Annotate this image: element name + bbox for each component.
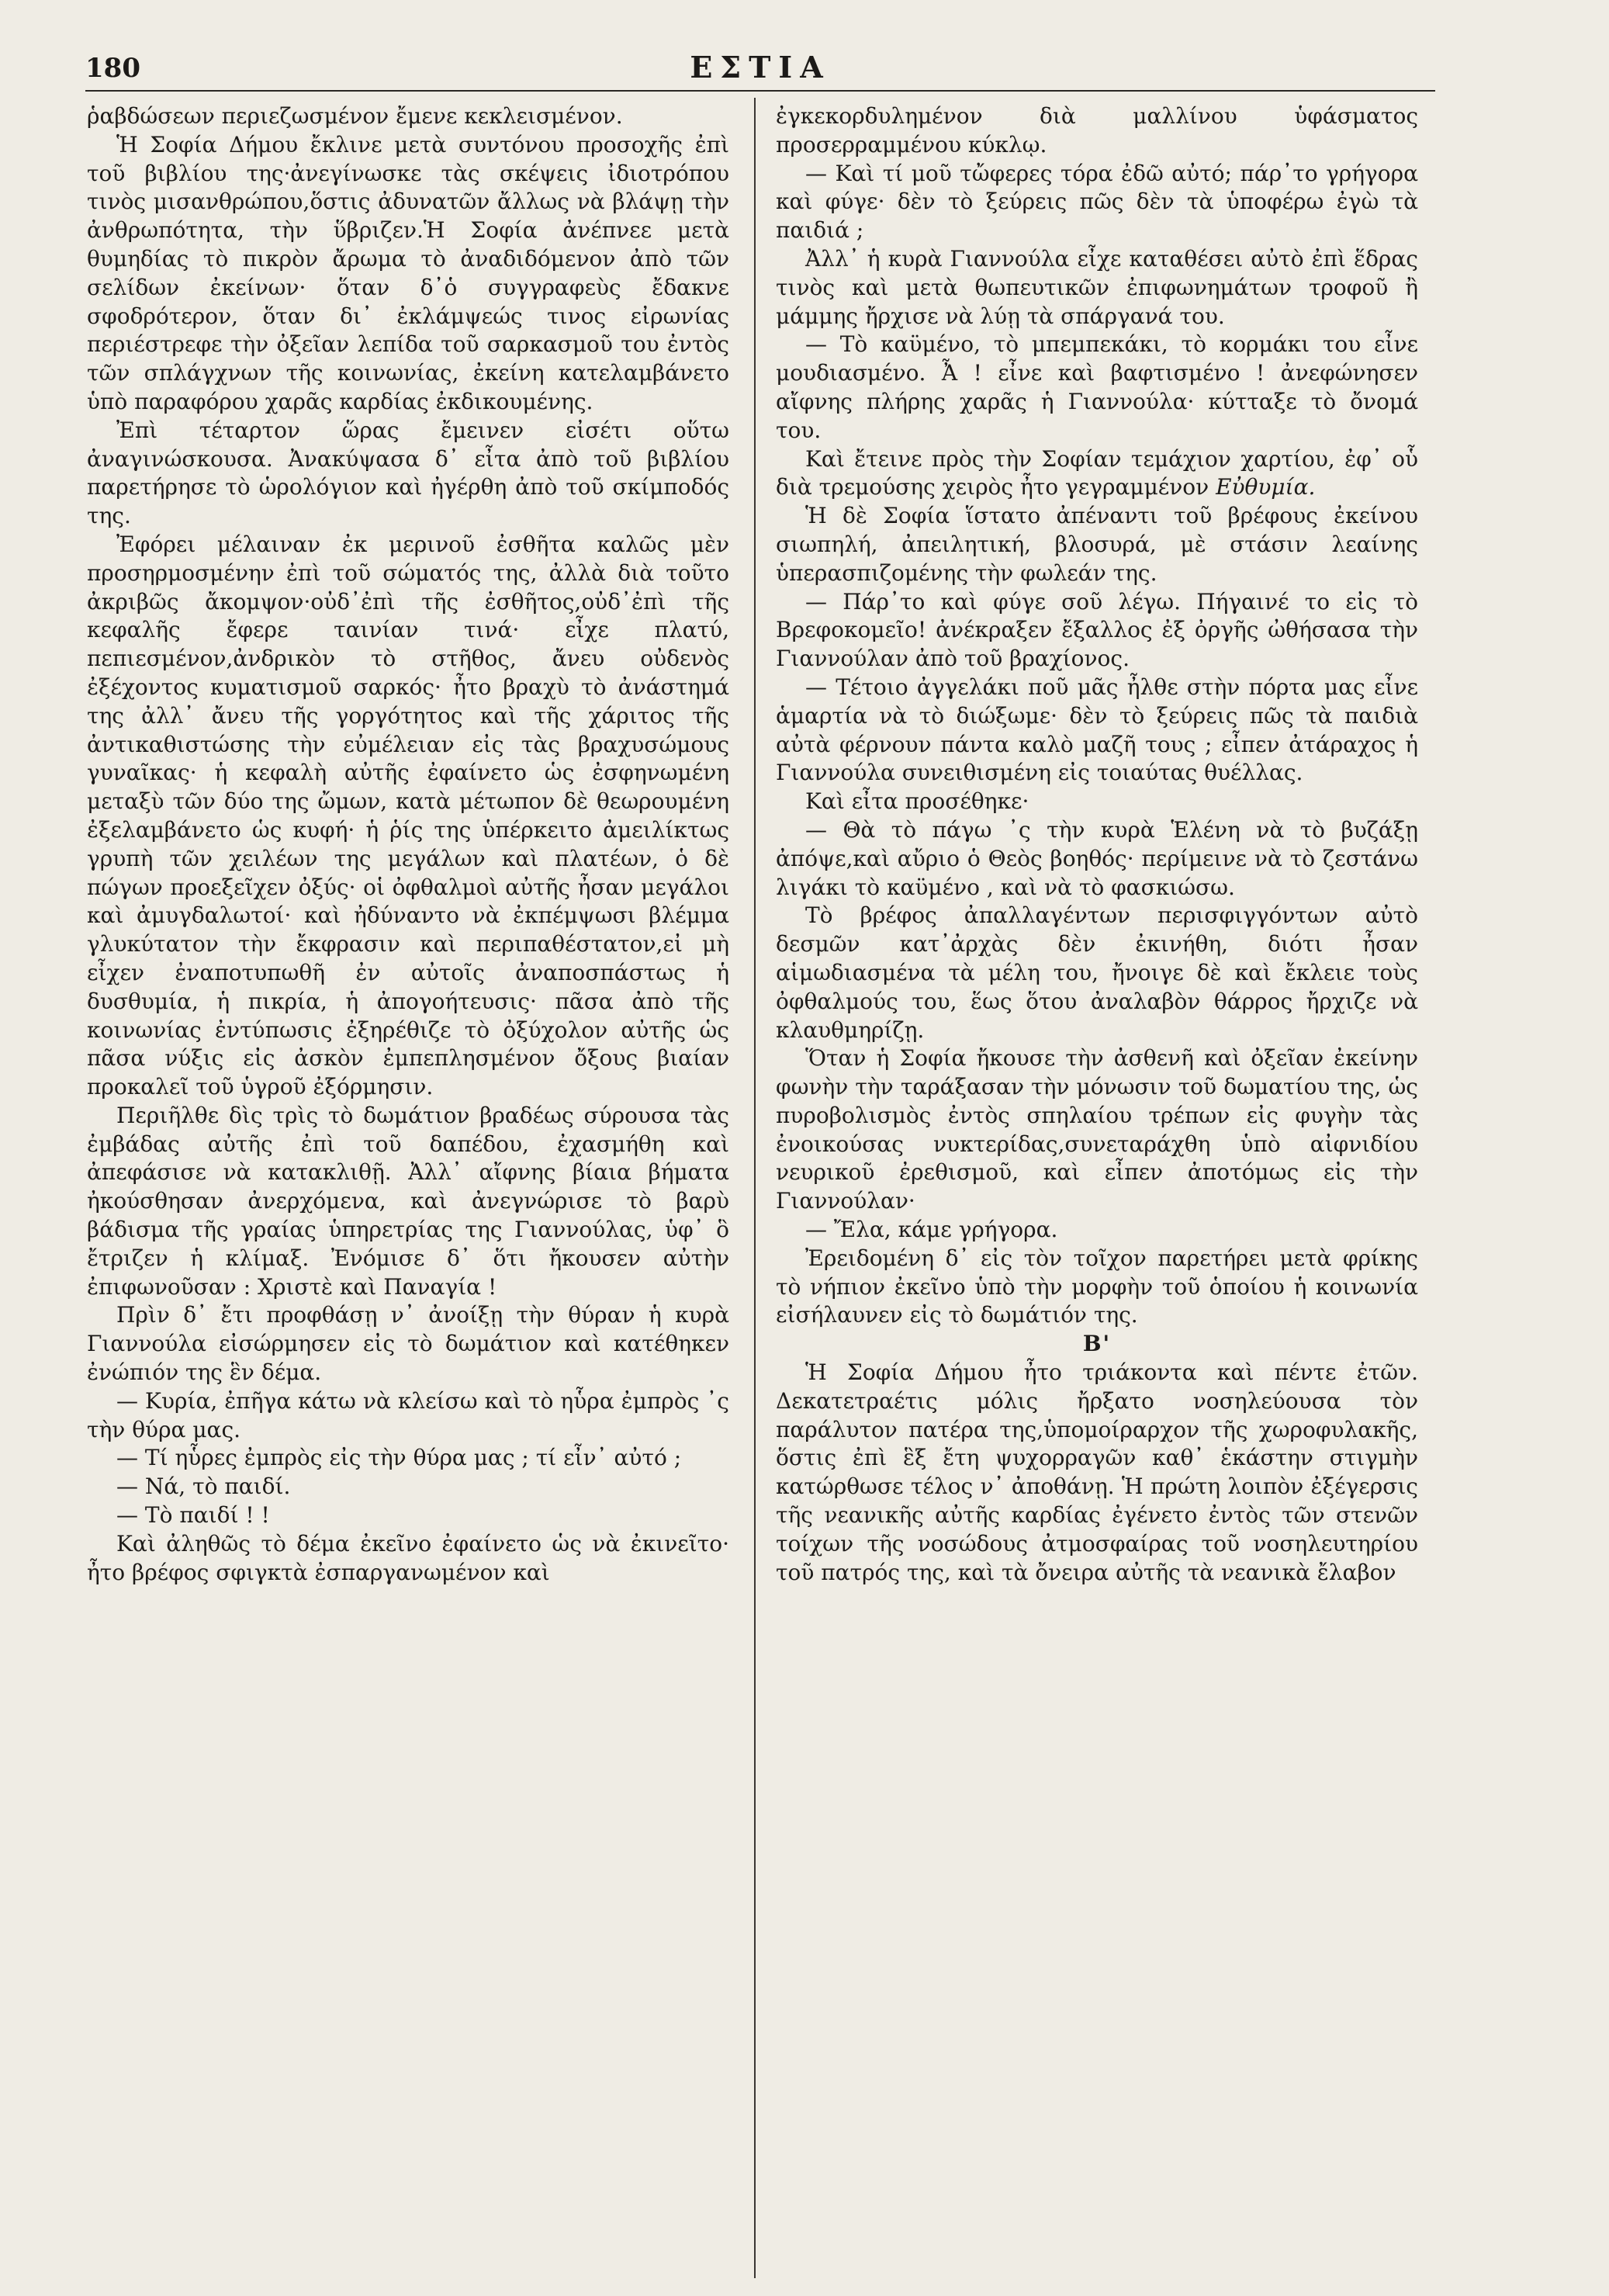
paragraph: Καὶ εἶτα προσέθηκε· [805, 788, 1029, 815]
paragraph: ἐγκεκορδυλημένον διὰ μαλλίνου ὑφάσματος προσερραμμένου κύκλῳ. [776, 103, 1418, 158]
dialogue-line: — Ἔλα, κάμε γρήγορα. [805, 1217, 1058, 1243]
paragraph: Περιῆλθε δὶς τρὶς τὸ δωμάτιον βραδέως σύρουσα τὰς ἐμβάδας αὐτῆς ἐπὶ τοῦ δαπέδου, ἐχασμήθη καὶ ἀπεφάσισε νὰ κατακλιθῇ. Ἀλλ᾽ αἴφνης βίαια βήματα ἠκούσθησαν ἀνερχόμενα, καὶ ἀνεγνώρισε τὸ βαρὺ βάδισμα τῆς γραίας ὑπηρετρίας της Γιαννούλας, ὑφ᾽ ὃ ἔτριζεν ἡ κλίμαξ. Ἐνόμισε δ᾽ ὅτι ἤκουσεν αὐτὴν ἐπιφωνοῦσαν : Χριστὲ καὶ Παναγία ! [87, 1102, 729, 1300]
dialogue-line: — Τὸ παιδί ! ! [116, 1502, 270, 1529]
paragraph [776, 445, 1418, 503]
column-divider [754, 98, 756, 2278]
dialogue-line: — Τί ηὗρες ἐμπρὸς εἰς τὴν θύρα μας ; τί εἶν᾽ αὐτό ; [116, 1445, 682, 1471]
child-name: Εὐθυμία. [1216, 474, 1316, 500]
section-heading: Β' [1082, 1331, 1112, 1357]
dialogue-line: — Τέτοιο ἀγγελάκι ποῦ μᾶς ἦλθε στὴν πόρτα μας εἶνε ἁμαρτία νὰ τὸ διώξωμε· δὲν τὸ ξεύρεις πῶς τὰ παιδιὰ αὐτὰ φέρνουν πάντα καλὸ μαζῆ τους ; εἶπεν ἀτάραχος ἡ Γιαννούλα συνειθισμένη εἰς τοιαύτας θυέλλας. [776, 674, 1418, 786]
paragraph: Τὸ βρέφος ἀπαλλαγέντων περισφιγγόντων αὐτὸ δεσμῶν κατ᾽ἀρχὰς δὲν ἐκινήθη, διότι ἦσαν αἱμωδιασμένα τὰ μέλη του, ἤνοιγε δὲ καὶ ἔκλειε τοὺς ὀφθαλμούς του, ἕως ὅτου ἀναλαβὸν θάρρος ἤρχιζε νὰ κλαυθμηρίζῃ. [776, 902, 1418, 1043]
page-number: 180 [85, 53, 140, 84]
dialogue-line: — Τὸ καϋμένο, τὸ μπεμπεκάκι, τὸ κορμάκι του εἶνε μουδιασμένο. Ἆ ! εἶνε καὶ βαφτισμένο ! ἀνεφώνησεν αἴφνης πλήρης χαρᾶς ἡ Γιαννούλα· κύτταξε τὸ ὄνομά του. [776, 331, 1418, 443]
paragraph: Ἡ Σοφία Δήμου ἦτο τριάκοντα καὶ πέντε ἐτῶν. Δεκατετραέτις μόλις ἤρξατο νοσηλεύουσα τὸν παράλυτον πατέρα της,ὑπομοίραρχον τῆς χωροφυλακῆς, ὅστις ἐπὶ ἓξ ἔτη ψυχορραγῶν καθ᾽ ἑκάστην στιγμὴν κατώρθωσε τέλος ν᾽ ἀποθάνῃ. Ἡ πρώτη λοιπὸν ἐξέγερσις τῆς νεανικῆς αὐτῆς καρδίας ἐγένετο ἐντὸς τῶν στενῶν τοίχων τῆς νοσώδους ἀτμοσφαίρας τοῦ νοσηλευτηρίου τοῦ πατρός της, καὶ τὰ ὄνειρα αὐτῆς τὰ νεανικὰ ἔλαβον [776, 1359, 1418, 1585]
dialogue-line: — Κυρία, ἐπῆγα κάτω νὰ κλείσω καὶ τὸ ηὗρα ἐμπρὸς ᾽ς τὴν θύρα μας. [87, 1387, 729, 1442]
left-column [87, 102, 729, 2279]
right-column [776, 102, 1418, 2279]
paragraph: Ἐρειδομένη δ᾽ εἰς τὸν τοῖχον παρετήρει μετὰ φρίκης τὸ νήπιον ἐκεῖνο ὑπὸ τὴν μορφὴν τοῦ ὁποίου ἡ κοινωνία εἰσήλαυνεν εἰς τὸ δωμάτιόν της. [776, 1245, 1418, 1328]
paragraph: Ἡ Σοφία Δήμου ἔκλινε μετὰ συντόνου προσοχῆς ἐπὶ τοῦ βιβλίου της·ἀνεγίνωσκε τὰς σκέψεις ἰδιοτρόπου τινὸς μισανθρώπου,ὅστις ἀδυνατῶν ἄλλως νὰ βλάψῃ τὴν ἀνθρωπότητα, τὴν ὕβριζεν.Ἡ Σοφία ἀνέπνεε μετὰ θυμηδίας τὸ πικρὸν ἄρωμα τὸ ἀναδιδόμενον ἀπὸ τῶν σελίδων ἐκείνων· ὅταν δ᾽ὁ συγγραφεὺς ἔδακνε σφοδρότερον, ὅταν δι᾽ ἐκλάμψεώς τινος εἰρωνίας περιέστρεφε τὴν ὀξεῖαν λεπίδα τοῦ σαρκασμοῦ του ἐντὸς τῶν σπλάγχνων τῆς κοινωνίας, ἐκείνη κατελαμβάνετο ὑπὸ παραφόρου χαρᾶς καρδίας ἐκδικουμένης. [87, 131, 729, 414]
paragraph: Ἐφόρει μέλαιναν ἐκ μερινοῦ ἐσθῆτα καλῶς μὲν προσηρμοσμένην ἐπὶ τοῦ σώματός της, ἀλλὰ διὰ τοῦτο ἀκριβῶς ἄκομψον·οὐδ᾽ἐπὶ τῆς ἐσθῆτος,οὐδ᾽ἐπὶ τῆς κεφαλῆς ἔφερε ταινίαν τινά· εἶχε πλατύ, πεπιεσμένον,ἀνδρικὸν τὸ στῆθος, ἄνευ οὐδενὸς ἐξέχοντος κυματισμοῦ σαρκός· ἦτο βραχὺ τὸ ἀνάστημά της ἀλλ᾽ ἄνευ τῆς γοργότητος καὶ τῆς χάριτος τῆς ἀντικαθιστώσης τὴν εὐμέλειαν εἰς τὰς βραχυσώμους γυναῖκας· ἡ κεφαλὴ αὐτῆς ἐφαίνετο ὡς ἐσφηνωμένη μεταξὺ τῶν δύο της ὤμων, κατὰ μέτωπον δὲ θεωρουμένη ἐξελαμβάνετο ὡς κυφή· ἡ ῥίς της ὑπέρκειτο ἀμειλίκτως γρυπὴ τῶν χειλέων της μεγάλων καὶ πλατέων, ὁ δὲ πώγων προεξεῖχεν ὀξύς· οἱ ὀφθαλμοὶ αὐτῆς ἦσαν μεγάλοι καὶ ἀμυγδαλωτοί· καὶ ἠδύναντο νὰ ἐκπέμψωσι βλέμμα γλυκύτατον τὴν ἔκφρασιν καὶ περιπαθέστατον,εἰ μὴ εἶχεν ἐναποτυπωθῆ ἐν αὐτοῖς ἀναποσπάστως ἡ δυσθυμία, ἡ πικρία, ἡ ἀπογοήτευσις· πᾶσα ἀπὸ τῆς κοινωνίας ἐντύπωσις ἐξηρέθιζε τὸ ὀξύχολον αὐτῆς ὡς πᾶσα νύξις εἰς ἀσκὸν ἐμπεπλησμένον ὄξους βιαίαν προκαλεῖ τοῦ ὑγροῦ ἐξόρμησιν. [87, 531, 729, 1100]
header-rule [85, 90, 1435, 92]
journal-title: ΕΣΤΙΑ [690, 50, 831, 85]
dialogue-line: — Νά, τὸ παιδί. [116, 1474, 291, 1500]
dialogue-line: — Θὰ τὸ πάγω ᾽ς τὴν κυρὰ Ἑλένη νὰ τὸ βυζάξῃ ἀπόψε,καὶ αὔριο ὁ Θεὸς βοηθός· περίμεινε νὰ τὸ ζεστάνω λιγάκι τὸ καϋμένο , καὶ νὰ τὸ φασκιώσω. [776, 816, 1418, 900]
paragraph: Ὅταν ἡ Σοφία ἤκουσε τὴν ἀσθενῆ καὶ ὀξεῖαν ἐκείνην φωνὴν τὴν ταράξασαν τὴν μόνωσιν τοῦ δωματίου της, ὡς πυροβολισμὸς ἐντὸς σπηλαίου τρέπων εἰς φυγὴν τὰς ἐνοικούσας νυκτερίδας,συνεταράχθη ὑπὸ αἰφνιδίου νευρικοῦ ἐρεθισμοῦ, καὶ εἶπεν ἀποτόμως εἰς τὴν Γιαννούλαν· [776, 1045, 1418, 1214]
dialogue-line: — Πάρ᾽το καὶ φύγε σοῦ λέγω. Πήγαινέ το εἰς τὸ Βρεφοκομεῖο! ἀνέκραξεν ἔξαλλος ἐξ ὀργῆς ὠθήσασα τὴν Γιαννούλαν ἀπὸ τοῦ βραχίονος. [776, 588, 1418, 672]
paragraph: ῥαβδώσεων περιεζωσμένον ἔμενε κεκλεισμένον. [87, 103, 623, 129]
paragraph-text: Καὶ ἔτεινε πρὸς τὴν Σοφίαν τεμάχιον χαρτίου, ἐφ᾽ οὗ διὰ τρεμούσης χειρὸς ἦτο γεγραμμένον [776, 445, 1418, 500]
page-header [85, 45, 1435, 92]
paragraph: Ἀλλ᾽ ἡ κυρὰ Γιαννούλα εἶχε καταθέσει αὐτὸ ἐπὶ ἕδρας τινὸς καὶ μετὰ θωπευτικῶν ἐπιφωνημάτων τροφοῦ ἢ μάμμης ἤρχισε νὰ λύῃ τὰ σπάργανά του. [776, 245, 1418, 329]
paragraph: Πρὶν δ᾽ ἔτι προφθάσῃ ν᾽ ἀνοίξῃ τὴν θύραν ἡ κυρὰ Γιαννούλα εἰσώρμησεν εἰς τὸ δωμάτιον καὶ κατέθηκεν ἐνώπιόν της ἓν δέμα. [87, 1302, 729, 1386]
paragraph: Ἡ δὲ Σοφία ἵστατο ἀπέναντι τοῦ βρέφους ἐκείνου σιωπηλή, ἀπειλητική, βλοσυρά, μὲ στάσιν λεαίνης ὑπερασπιζομένης τὴν φωλεάν της. [776, 503, 1418, 586]
paragraph: Ἐπὶ τέταρτον ὥρας ἔμεινεν εἰσέτι οὕτω ἀναγινώσκουσα. Ἀνακύψασα δ᾽ εἶτα ἀπὸ τοῦ βιβλίου παρετήρησε τὸ ὡρολόγιον καὶ ἠγέρθη ἀπὸ τοῦ σκίμποδός της. [87, 417, 729, 529]
paragraph: Καὶ ἀληθῶς τὸ δέμα ἐκεῖνο ἐφαίνετο ὡς νὰ ἐκινεῖτο· ἦτο βρέφος σφιγκτὰ ἐσπαργανωμένον καὶ [87, 1530, 729, 1585]
dialogue-line: — Καὶ τί μοῦ τὤφερες τόρα ἐδῶ αὐτό; πάρ᾽το γρήγορα καὶ φύγε· δὲν τὸ ξεύρεις πῶς δὲν τὰ ὑποφέρω ἐγὼ τὰ παιδιά ; [776, 160, 1418, 244]
